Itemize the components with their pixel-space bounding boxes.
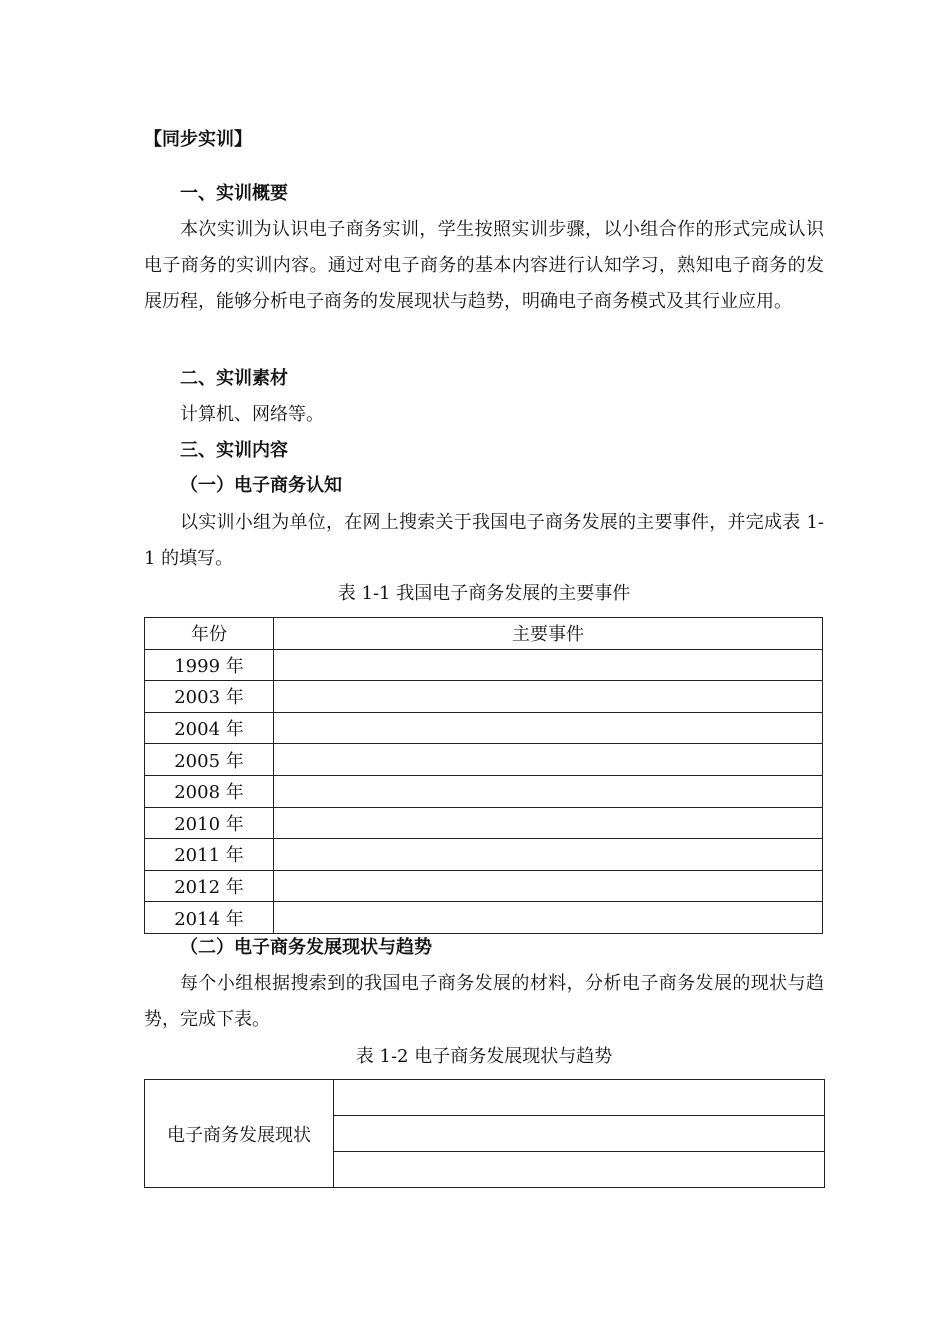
event-cell[interactable]	[274, 870, 823, 902]
year-cell: 1999 年	[145, 649, 274, 681]
materials-paragraph: 计算机、网络等。	[180, 404, 324, 425]
year-cell: 2010 年	[145, 807, 274, 839]
year-cell: 2008 年	[145, 775, 274, 807]
table-row	[145, 775, 823, 807]
part1-paragraph: 以实训小组为单位，在网上搜索关于我国电子商务发展的主要事件，并完成表 1-1 的填写。	[144, 512, 824, 569]
events-table	[144, 617, 823, 934]
part1-heading: （一）电子商务认知	[180, 475, 342, 496]
table-row	[145, 649, 823, 681]
table-row	[145, 712, 823, 744]
table-header-row	[145, 618, 823, 650]
part2-paragraph: 每个小组根据搜索到的我国电子商务发展的材料，分析电子商务发展的现状与趋势，完成下表。	[144, 973, 824, 1030]
year-cell: 2011 年	[145, 839, 274, 871]
year-cell: 2012 年	[145, 870, 274, 902]
status-entry-cell[interactable]	[334, 1152, 825, 1188]
table-row	[145, 902, 823, 934]
table-row	[145, 1080, 825, 1116]
table-row	[145, 744, 823, 776]
content-heading: 三、实训内容	[180, 440, 288, 461]
section-header: 【同步实训】	[144, 129, 252, 150]
table1-caption: 表 1-1 我国电子商务发展的主要事件	[337, 583, 631, 604]
materials-heading: 二、实训素材	[180, 368, 288, 389]
event-cell[interactable]	[274, 712, 823, 744]
table2-caption: 表 1-2 电子商务发展现状与趋势	[355, 1046, 613, 1067]
year-cell: 2014 年	[145, 902, 274, 934]
event-cell[interactable]	[274, 681, 823, 713]
event-cell[interactable]	[274, 775, 823, 807]
status-label-cell: 电子商务发展现状	[145, 1080, 334, 1188]
status-entry-cell[interactable]	[334, 1116, 825, 1152]
event-cell[interactable]	[274, 902, 823, 934]
part2-heading: （二）电子商务发展现状与趋势	[180, 937, 432, 958]
overview-paragraph: 本次实训为认识电子商务实训，学生按照实训步骤，以小组合作的形式完成认识电子商务的实训内容。通过对电子商务的基本内容进行认知学习，熟知电子商务的发展历程，能够分析电子商务的发展现状与趋势，明确电子商务模式及其行业应用。	[144, 219, 824, 312]
event-cell[interactable]	[274, 807, 823, 839]
table-row	[145, 839, 823, 871]
event-column-header: 主要事件	[274, 618, 823, 650]
event-cell[interactable]	[274, 744, 823, 776]
year-cell: 2003 年	[145, 681, 274, 713]
table-row	[145, 870, 823, 902]
table-row	[145, 681, 823, 713]
event-cell[interactable]	[274, 839, 823, 871]
status-entry-cell[interactable]	[334, 1080, 825, 1116]
event-cell[interactable]	[274, 649, 823, 681]
year-cell: 2005 年	[145, 744, 274, 776]
status-trend-table	[144, 1079, 825, 1188]
overview-heading: 一、实训概要	[180, 183, 288, 204]
year-column-header: 年份	[145, 618, 274, 650]
year-cell: 2004 年	[145, 712, 274, 744]
table-row	[145, 807, 823, 839]
